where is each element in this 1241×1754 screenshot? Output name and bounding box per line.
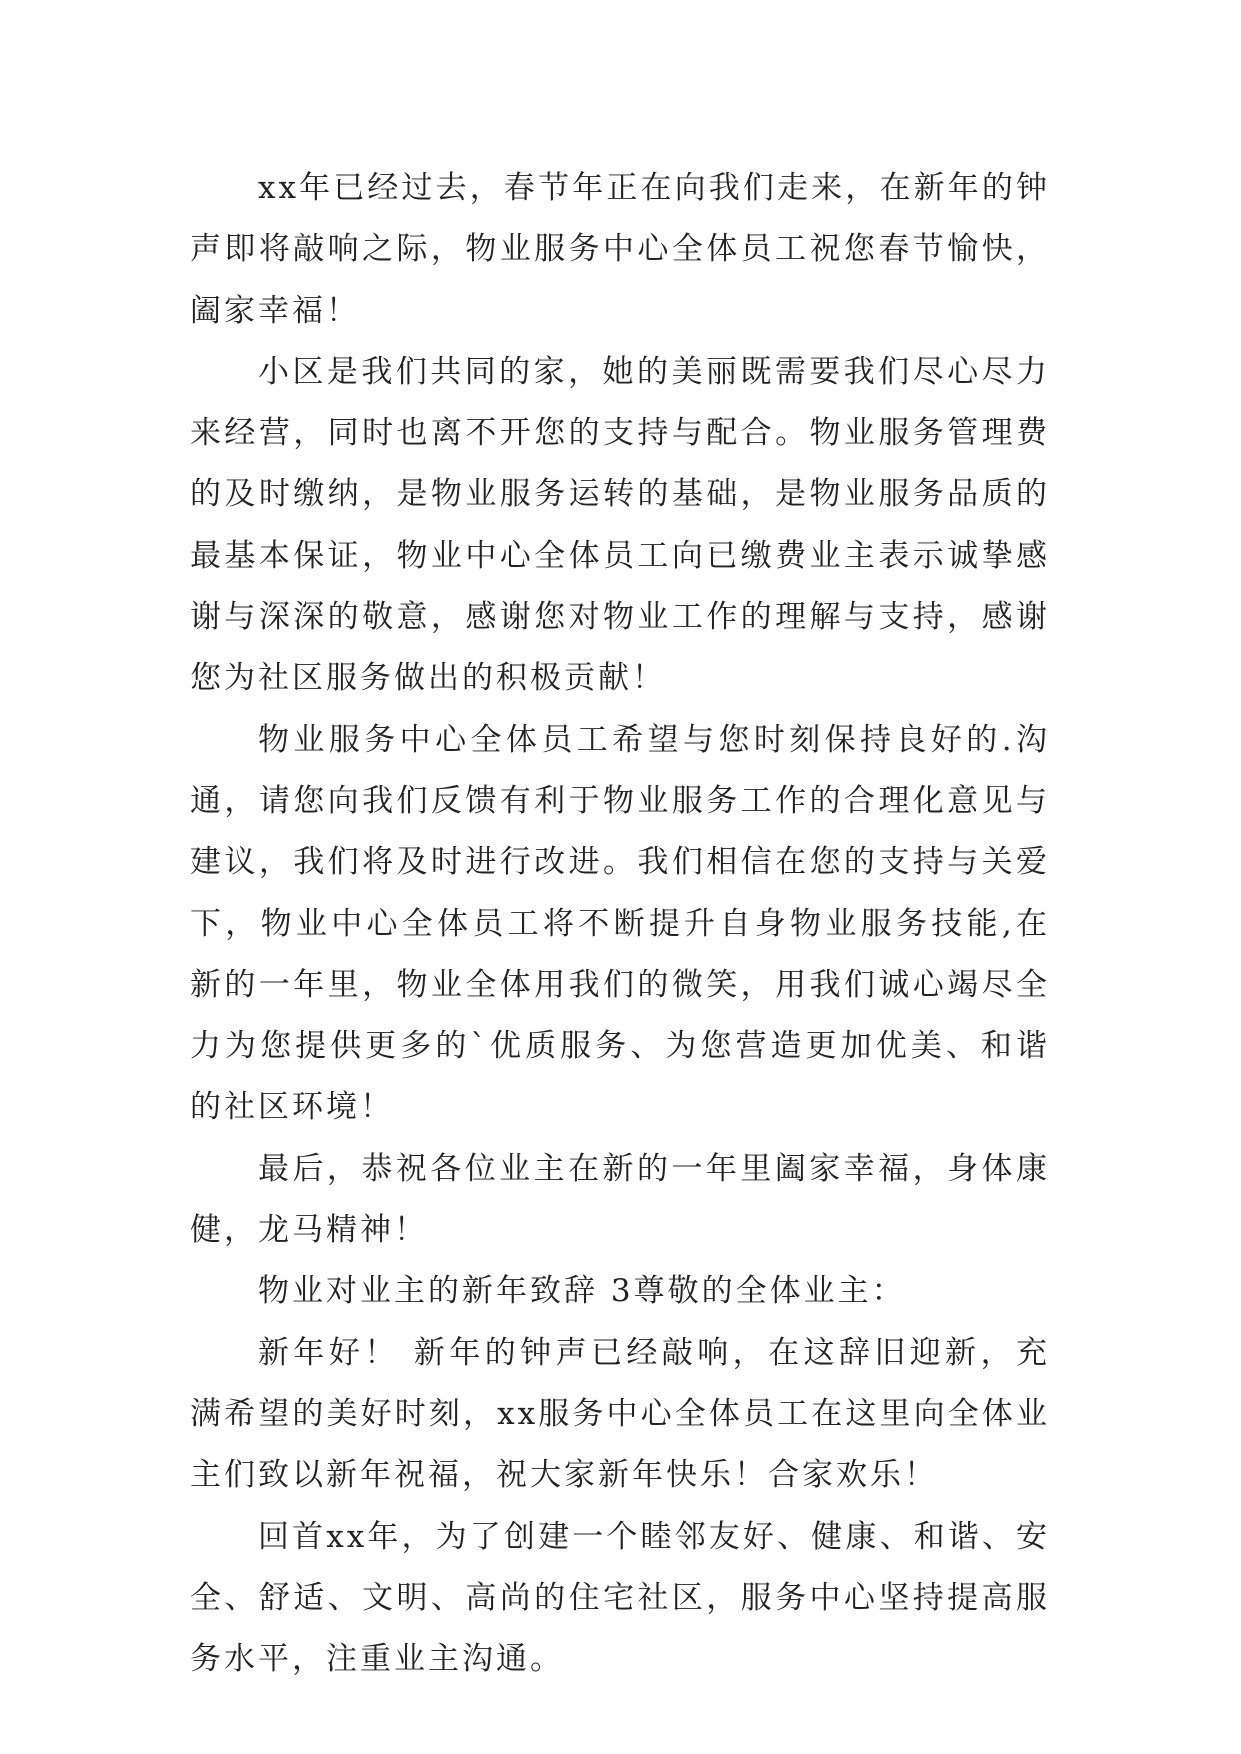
paragraph-section-heading: 物业对业主的新年致辞 3尊敬的全体业主： xyxy=(258,1273,906,1310)
paragraph-communication: 物业服务中心全体员工希望与您时刻保持良好的.沟通，请您向我们反馈有利于物业服务工作的合理化意见与建议，我们将及时进行改进。我们相信在您的支持与关爱下，物业中心全体员工将不断提升自身物业服务技能,在新的一年里，物业全体用我们的微笑，用我们诚心竭尽全力为您提供更多的`优质服务、为您营造更加优美、和谐的社区环境！ xyxy=(190,721,1050,1126)
paragraph-closing-wishes: 最后，恭祝各位业主在新的一年里阖家幸福，身体康健，龙马精神！ xyxy=(190,1150,1050,1249)
paragraph-review: 回首xx年，为了创建一个睦邻友好、健康、和谐、安全、舒适、文明、高尚的住宅社区，服务中心坚持提高服务水平，注重业主沟通。 xyxy=(190,1518,1050,1678)
document-body xyxy=(190,158,1050,1690)
paragraph-new-year-greeting: xx年已经过去，春节年正在向我们走来，在新年的钟声即将敲响之际，物业服务中心全体员工祝您春节愉快，阖家幸福！ xyxy=(190,170,1050,329)
paragraph-new-year-wishes: 新年好！ 新年的钟声已经敲响，在这辞旧迎新，充满希望的美好时刻，xx服务中心全体员工在这里向全体业主们致以新年祝福，祝大家新年快乐！合家欢乐！ xyxy=(190,1334,1050,1494)
paragraph-fee-appreciation: 小区是我们共同的家，她的美丽既需要我们尽心尽力来经营，同时也离不开您的支持与配合。物业服务管理费的及时缴纳，是物业服务运转的基础，是物业服务品质的最基本保证，物业中心全体员工向已缴费业主表示诚挚感谢与深深的敬意，感谢您对物业工作的理解与支持，感谢您为社区服务做出的积极贡献！ xyxy=(190,353,1050,697)
